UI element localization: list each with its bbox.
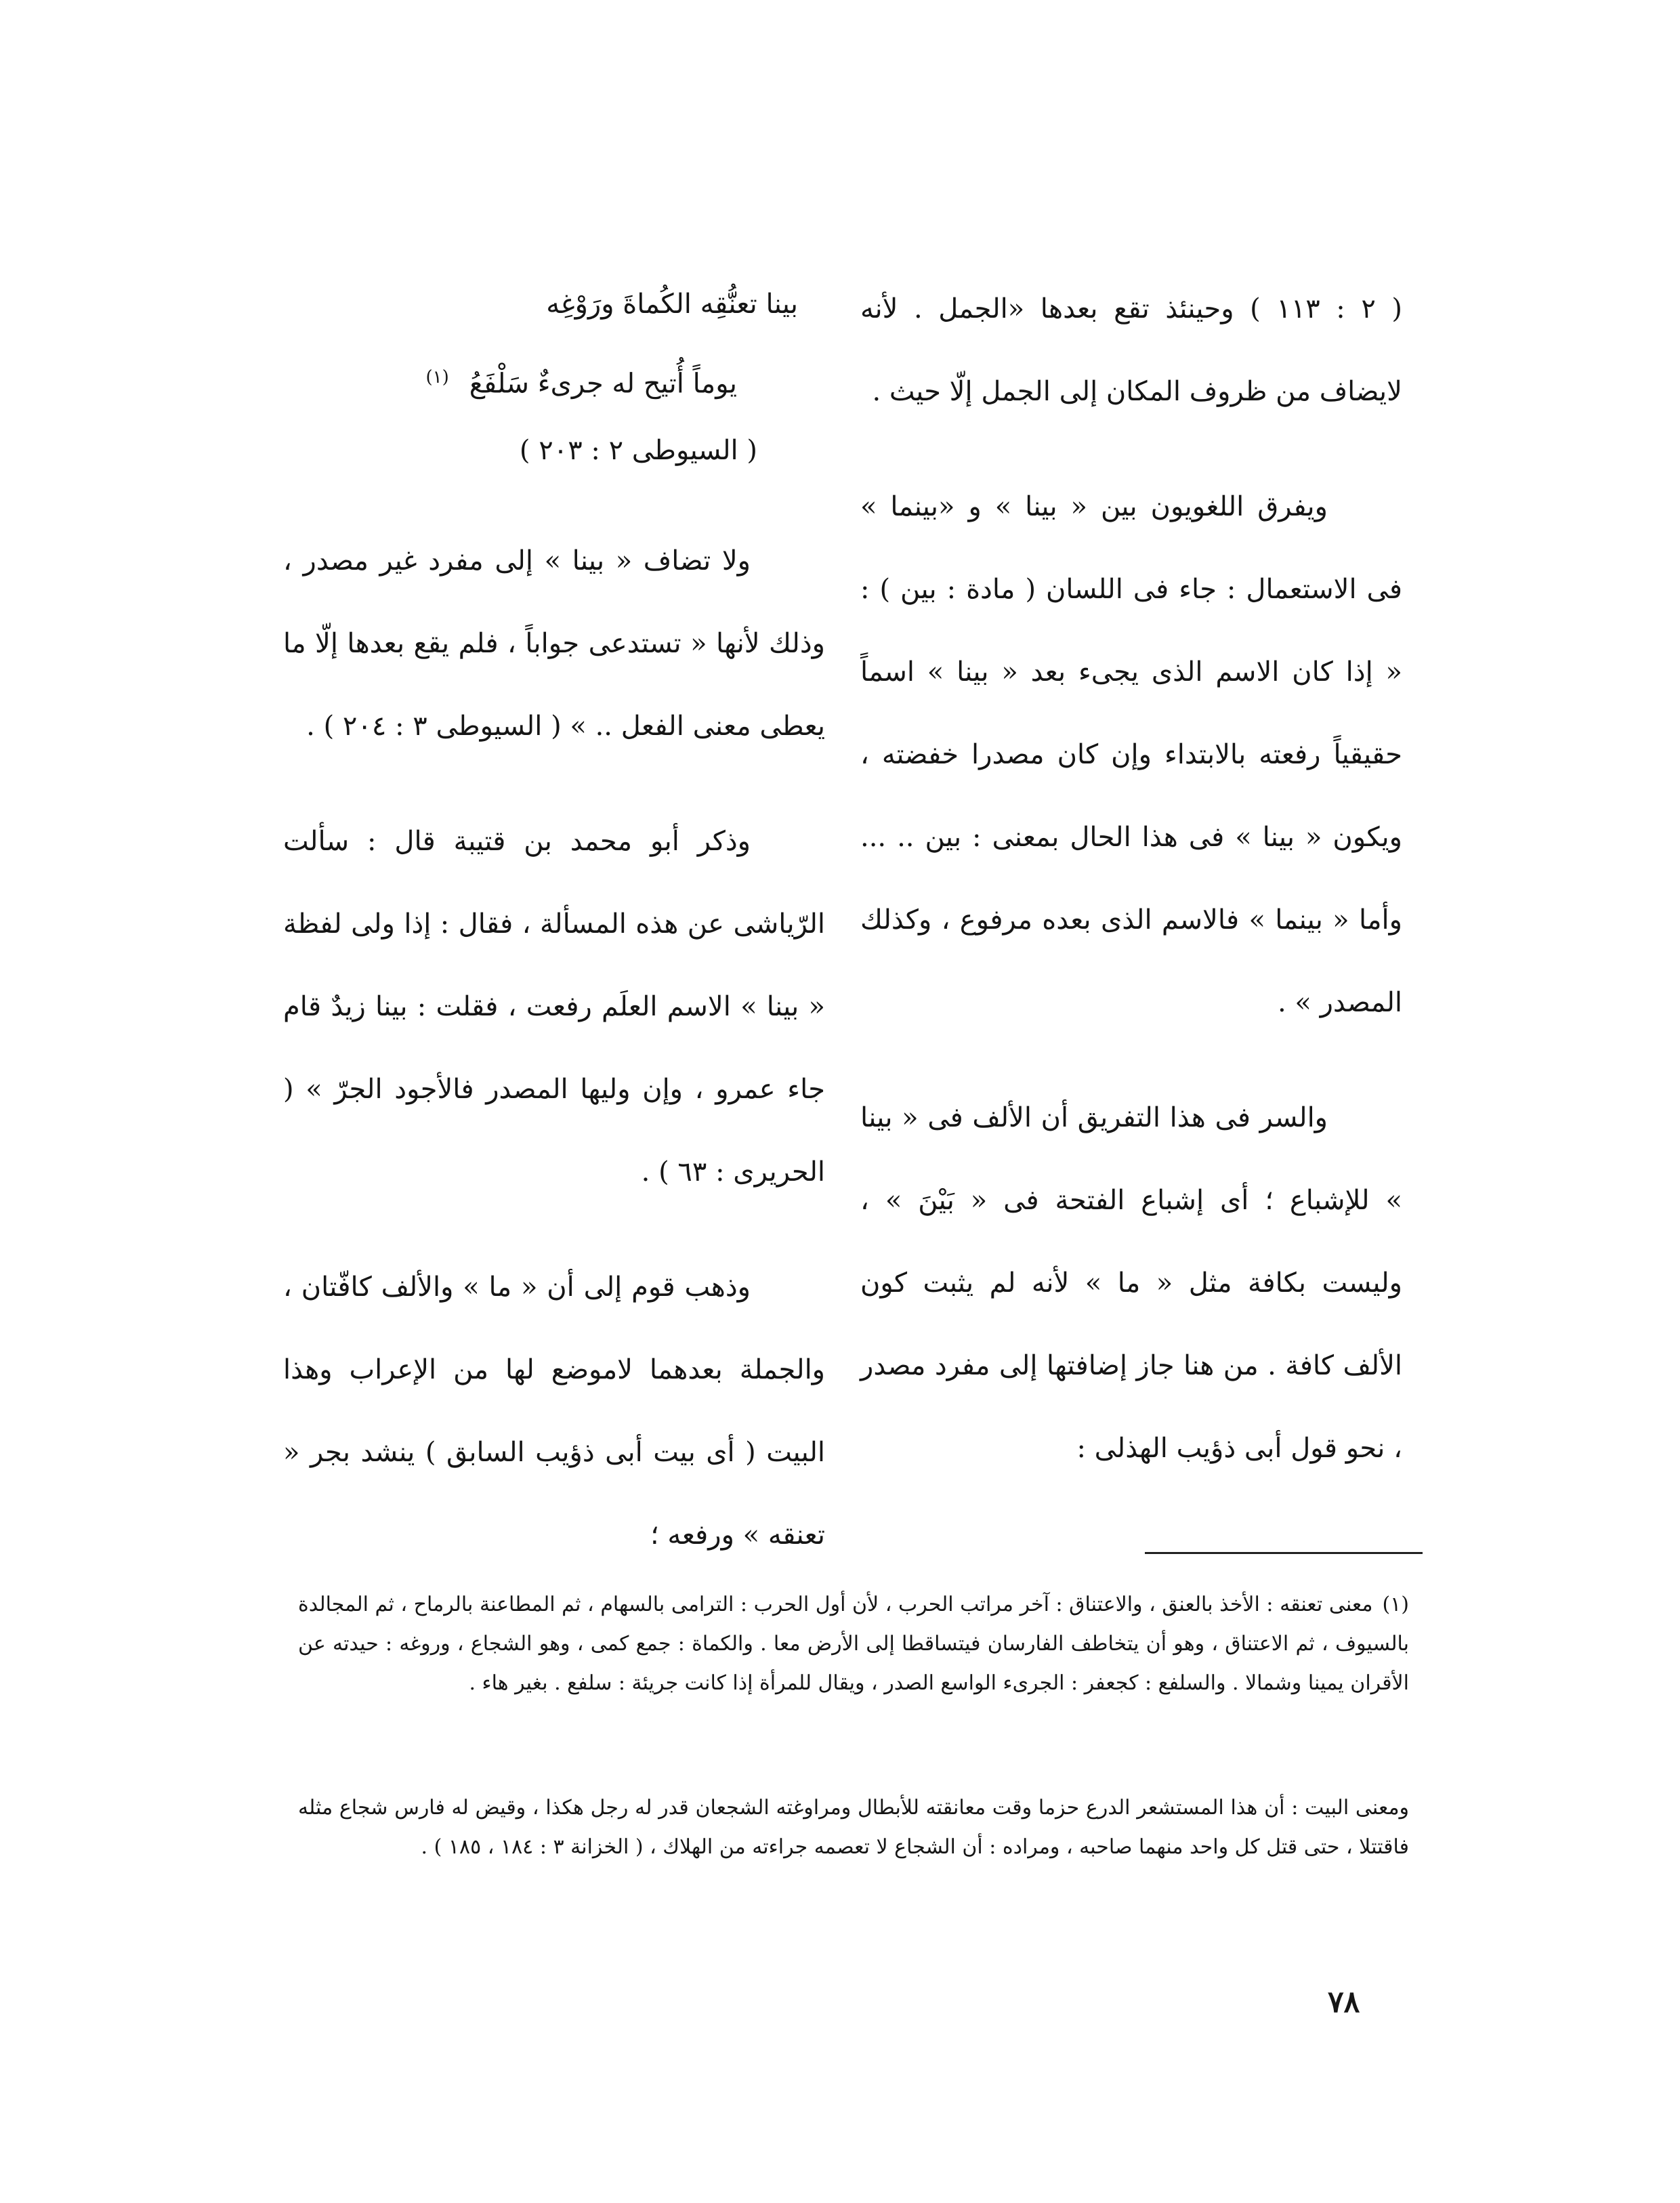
page-number: ٧٨ [1328, 1985, 1360, 2019]
footnote-reference: (١) [425, 367, 449, 387]
verse-line-2 [283, 341, 798, 414]
left-paragraph-2: وذكر أبو محمد بن قتيبة قال : سألت الرّياشى عن هذه المسألة ، فقال : إذا ولى لفظة « بينا » الاسم العلَم رفعت ، فقلت : بينا زيدٌ قام جاء عمرو ، وإن وليها المصدر فالأجود الجرّ » ( الحريرى : ٦٣ ) . [283, 826, 825, 1188]
right-paragraph-2: ويفرق اللغويون بين « بينا » و «بينما » فى الاستعمال : جاء فى اللسان ( مادة : بين ) : « إذا كان الاسم الذى يجىء بعد « بينا » اسماً حقيقياً رفعته بالابتداء وإن كان مصدرا خفضته ، ويكون « بينا » فى هذا الحال بمعنى : بين .. ... وأما « بينما » فالاسم الذى بعده مرفوع ، وكذلك المصدر » . [860, 491, 1402, 1018]
footnote-2 [298, 1788, 1409, 1867]
footnote-1 [298, 1585, 1409, 1703]
footnote-1-number: (١) [1382, 1593, 1409, 1616]
left-paragraph-3: وذهب قوم إلى أن « ما » والألف كافّتان ، والجملة بعدهما لاموضع لها من الإعراب وهذا البيت ( أى بيت أبى ذؤيب السابق ) ينشد بجر « تعنقه » ورفعه ؛ [283, 1272, 825, 1551]
footnote-1-paragraph [298, 1585, 1409, 1703]
footnote-2-text: ومعنى البيت : أن هذا المستشعر الدرع حزما وقت معانقته للأبطال ومراوغته الشجعان قدر له رجل هكذا ، وقيض له فارس شجاع مثله فاقتتلا ، حتى قتل كل واحد منهما صاحبه ، ومراده : أن الشجاع لا تعصمه جراءته من الهلاك ، ( الخزانة ٣ : ١٨٤ ، ١٨٥ ) . [298, 1796, 1409, 1859]
left-paragraph-1: ولا تضاف « بينا » إلى مفرد غير مصدر ، وذلك لأنها « تستدعى جواباً ، فلم يقع بعدها إلّا ما يعطى معنى الفعل .. » ( السيوطى ٣ : ٢٠٤ ) . [283, 545, 825, 742]
verse-line-1: بينا تعنُّقِه الكُماةَ ورَوْغِه [546, 289, 798, 320]
left-column [283, 268, 825, 1576]
right-paragraph-3: والسر فى هذا التفريق أن الألف فى « بينا » للإشباع ؛ أى إشباع الفتحة فى « بَيْنَ » ، وليست بكافة مثل « ما » لأنه لم يثبت كون الألف كافة . من هنا جاز إضافتها إلى مفرد مصدر ، نحو قول أبى ذؤيب الهذلى : [860, 1102, 1402, 1464]
right-column [860, 268, 1402, 1490]
poetry-verse [283, 268, 798, 487]
verse-line-2-text: يوماً أُتيح له جرىءٌ سَلْفَعُ [469, 368, 737, 400]
footnote-1-text: معنى تعنقه : الأخذ بالعنق ، والاعتناق : آخر مراتب الحرب ، لأن أول الحرب : الترامى بالسهام ، ثم المطاعنة بالرماح ، ثم المجالدة بالسيوف ، ثم الاعتناق ، وهو أن يتخاطف الفارسان فيتساقطا إلى الأرض معا . والكماة : جمع كمى ، وهو الشجاع ، وروغه : حيدته عن الأقران يمينا وشمالا . والسلفع : كجعفر : الجرىء الواسع الصدر ، ويقال للمرأة إذا كانت جريئة : سلفع . بغير هاء . [298, 1593, 1409, 1695]
verse-source: ( السيوطى ٢ : ٢٠٣ ) [519, 435, 757, 466]
footnote-separator [1145, 1552, 1423, 1554]
right-paragraph-1: ( ٢ : ١١٣ ) وحينئذ تقع بعدها «الجمل . لأنه لايضاف من ظروف المكان إلى الجمل إلّا حيث . [860, 293, 1402, 407]
